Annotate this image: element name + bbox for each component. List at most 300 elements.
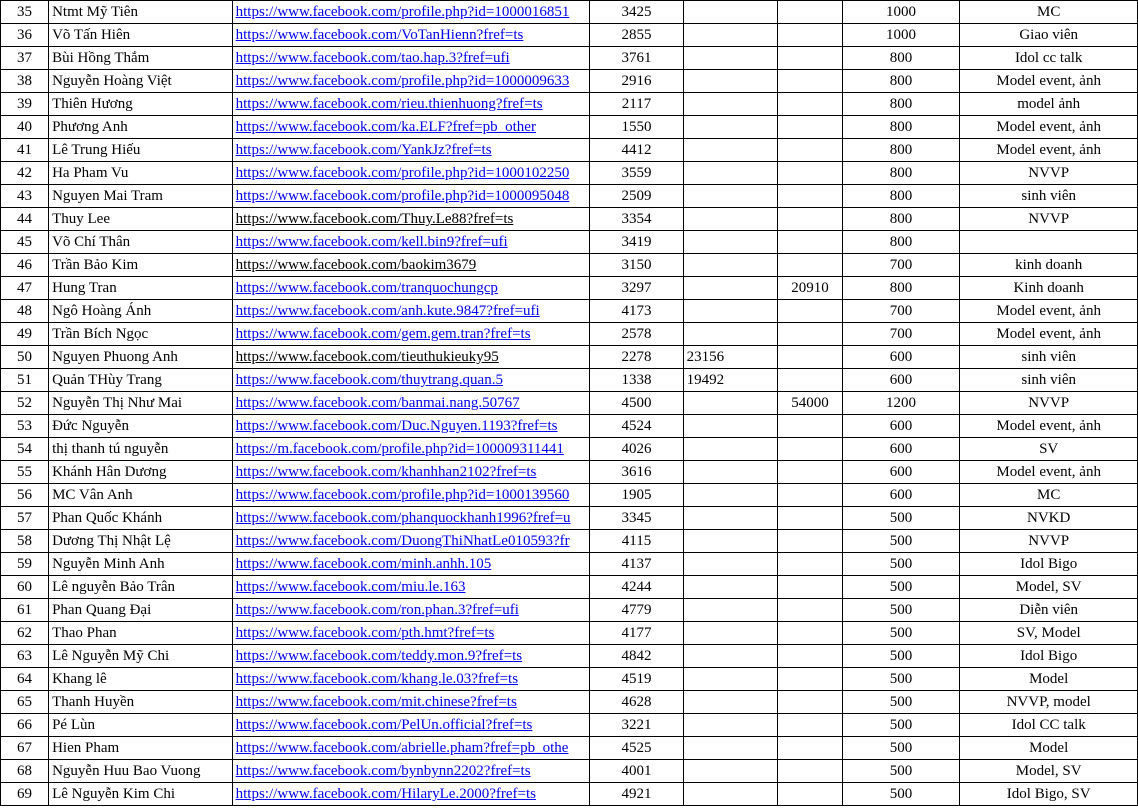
- value-cell-b[interactable]: [683, 1, 777, 24]
- value-cell-c[interactable]: [777, 714, 842, 737]
- name-cell[interactable]: Trần Bảo Kim: [49, 254, 233, 277]
- profile-url-cell[interactable]: [232, 530, 590, 553]
- value-cell-a[interactable]: 3297: [590, 277, 683, 300]
- value-cell-c[interactable]: 54000: [777, 392, 842, 415]
- value-cell-b[interactable]: [683, 484, 777, 507]
- profile-link[interactable]: https://www.facebook.com/profile.php?id=1000139560: [235, 487, 570, 503]
- profile-link[interactable]: https://www.facebook.com/teddy.mon.9?fref=ts: [235, 648, 523, 664]
- occupation-cell[interactable]: NVKD: [960, 507, 1138, 530]
- value-cell-d[interactable]: 800: [842, 162, 960, 185]
- profile-url-cell[interactable]: [232, 622, 590, 645]
- profile-url-cell[interactable]: [232, 392, 590, 415]
- profile-url-cell[interactable]: [232, 599, 590, 622]
- value-cell-d[interactable]: 500: [842, 714, 960, 737]
- value-cell-d[interactable]: 600: [842, 484, 960, 507]
- value-cell-a[interactable]: 3150: [590, 254, 683, 277]
- name-cell[interactable]: Trần Bích Ngọc: [49, 323, 233, 346]
- row-number-cell[interactable]: 44: [1, 208, 49, 231]
- profile-url-cell[interactable]: [232, 47, 590, 70]
- value-cell-c[interactable]: [777, 93, 842, 116]
- name-cell[interactable]: Nguyễn Huu Bao Vuong: [49, 760, 233, 783]
- value-cell-a[interactable]: 3345: [590, 507, 683, 530]
- value-cell-a[interactable]: 1905: [590, 484, 683, 507]
- name-cell[interactable]: Lê Nguyễn Kim Chi: [49, 783, 233, 806]
- value-cell-d[interactable]: 800: [842, 139, 960, 162]
- name-cell[interactable]: Lê nguyễn Bảo Trân: [49, 576, 233, 599]
- profile-link[interactable]: https://www.facebook.com/kell.bin9?fref=ufi: [235, 234, 508, 250]
- value-cell-a[interactable]: 4137: [590, 553, 683, 576]
- row-number-cell[interactable]: 37: [1, 47, 49, 70]
- value-cell-a[interactable]: 3761: [590, 47, 683, 70]
- value-cell-a[interactable]: 4628: [590, 691, 683, 714]
- profile-link[interactable]: https://www.facebook.com/rieu.thienhuong?fref=ts: [235, 96, 543, 112]
- value-cell-b[interactable]: [683, 576, 777, 599]
- profile-url-cell[interactable]: [232, 139, 590, 162]
- profile-link[interactable]: https://www.facebook.com/phanquockhanh1996?fref=u: [235, 510, 571, 526]
- occupation-cell[interactable]: model ảnh: [960, 93, 1138, 116]
- occupation-cell[interactable]: NVVP: [960, 162, 1138, 185]
- value-cell-d[interactable]: 500: [842, 530, 960, 553]
- name-cell[interactable]: Đức Nguyễn: [49, 415, 233, 438]
- value-cell-d[interactable]: 800: [842, 93, 960, 116]
- occupation-cell[interactable]: NVVP, model: [960, 691, 1138, 714]
- value-cell-d[interactable]: 700: [842, 323, 960, 346]
- occupation-cell[interactable]: Model, SV: [960, 760, 1138, 783]
- row-number-cell[interactable]: 64: [1, 668, 49, 691]
- profile-url-cell[interactable]: [232, 438, 590, 461]
- profile-url-cell[interactable]: [232, 645, 590, 668]
- name-cell[interactable]: MC Vân Anh: [49, 484, 233, 507]
- profile-url-cell[interactable]: [232, 323, 590, 346]
- value-cell-d[interactable]: 1000: [842, 24, 960, 47]
- value-cell-b[interactable]: [683, 70, 777, 93]
- value-cell-b[interactable]: [683, 24, 777, 47]
- value-cell-b[interactable]: [683, 783, 777, 806]
- value-cell-c[interactable]: [777, 760, 842, 783]
- value-cell-c[interactable]: [777, 231, 842, 254]
- value-cell-d[interactable]: 500: [842, 576, 960, 599]
- profile-url-cell[interactable]: [232, 93, 590, 116]
- value-cell-c[interactable]: [777, 139, 842, 162]
- profile-link[interactable]: https://www.facebook.com/ka.ELF?fref=pb_other: [235, 119, 536, 135]
- row-number-cell[interactable]: 68: [1, 760, 49, 783]
- value-cell-c[interactable]: [777, 737, 842, 760]
- value-cell-d[interactable]: 600: [842, 438, 960, 461]
- value-cell-b[interactable]: [683, 162, 777, 185]
- name-cell[interactable]: Lê Trung Hiếu: [49, 139, 233, 162]
- row-number-cell[interactable]: 49: [1, 323, 49, 346]
- row-number-cell[interactable]: 42: [1, 162, 49, 185]
- value-cell-b[interactable]: [683, 760, 777, 783]
- value-cell-a[interactable]: 3559: [590, 162, 683, 185]
- name-cell[interactable]: Hien Pham: [49, 737, 233, 760]
- profile-url-cell[interactable]: [232, 231, 590, 254]
- occupation-cell[interactable]: Model event, ảnh: [960, 300, 1138, 323]
- value-cell-c[interactable]: [777, 208, 842, 231]
- name-cell[interactable]: Dương Thị Nhật Lệ: [49, 530, 233, 553]
- occupation-cell[interactable]: Model event, ảnh: [960, 139, 1138, 162]
- occupation-cell[interactable]: Giao viên: [960, 24, 1138, 47]
- row-number-cell[interactable]: 67: [1, 737, 49, 760]
- value-cell-b[interactable]: [683, 277, 777, 300]
- value-cell-c[interactable]: [777, 323, 842, 346]
- value-cell-c[interactable]: [777, 645, 842, 668]
- name-cell[interactable]: Phương Anh: [49, 116, 233, 139]
- occupation-cell[interactable]: sinh viên: [960, 369, 1138, 392]
- profile-url-cell[interactable]: [232, 1, 590, 24]
- value-cell-d[interactable]: 500: [842, 783, 960, 806]
- profile-url-cell[interactable]: [232, 254, 590, 277]
- occupation-cell[interactable]: sinh viên: [960, 346, 1138, 369]
- value-cell-c[interactable]: [777, 553, 842, 576]
- profile-link[interactable]: https://www.facebook.com/tieuthukieuky95: [235, 349, 499, 365]
- occupation-cell[interactable]: NVVP: [960, 530, 1138, 553]
- row-number-cell[interactable]: 62: [1, 622, 49, 645]
- name-cell[interactable]: Hung Tran: [49, 277, 233, 300]
- value-cell-a[interactable]: 4524: [590, 415, 683, 438]
- value-cell-c[interactable]: [777, 185, 842, 208]
- profile-link[interactable]: https://www.facebook.com/gem.gem.tran?fref=ts: [235, 326, 531, 342]
- row-number-cell[interactable]: 43: [1, 185, 49, 208]
- value-cell-d[interactable]: 500: [842, 691, 960, 714]
- value-cell-c[interactable]: [777, 530, 842, 553]
- occupation-cell[interactable]: Model event, ảnh: [960, 70, 1138, 93]
- value-cell-a[interactable]: 4500: [590, 392, 683, 415]
- value-cell-a[interactable]: 2855: [590, 24, 683, 47]
- value-cell-d[interactable]: 1200: [842, 392, 960, 415]
- profile-url-cell[interactable]: [232, 24, 590, 47]
- row-number-cell[interactable]: 59: [1, 553, 49, 576]
- value-cell-c[interactable]: [777, 783, 842, 806]
- row-number-cell[interactable]: 55: [1, 461, 49, 484]
- value-cell-b[interactable]: [683, 553, 777, 576]
- occupation-cell[interactable]: NVVP: [960, 208, 1138, 231]
- occupation-cell[interactable]: [960, 231, 1138, 254]
- value-cell-a[interactable]: 4026: [590, 438, 683, 461]
- value-cell-d[interactable]: 800: [842, 70, 960, 93]
- value-cell-a[interactable]: 2916: [590, 70, 683, 93]
- row-number-cell[interactable]: 38: [1, 70, 49, 93]
- row-number-cell[interactable]: 61: [1, 599, 49, 622]
- value-cell-a[interactable]: 3354: [590, 208, 683, 231]
- occupation-cell[interactable]: SV: [960, 438, 1138, 461]
- name-cell[interactable]: Thuy Lee: [49, 208, 233, 231]
- occupation-cell[interactable]: Model event, ảnh: [960, 116, 1138, 139]
- value-cell-c[interactable]: [777, 70, 842, 93]
- name-cell[interactable]: Võ Chí Thân: [49, 231, 233, 254]
- name-cell[interactable]: Nguyễn Thị Như Mai: [49, 392, 233, 415]
- row-number-cell[interactable]: 46: [1, 254, 49, 277]
- value-cell-b[interactable]: [683, 208, 777, 231]
- value-cell-a[interactable]: 1338: [590, 369, 683, 392]
- row-number-cell[interactable]: 56: [1, 484, 49, 507]
- profile-link[interactable]: https://www.facebook.com/YankJz?fref=ts: [235, 142, 492, 158]
- value-cell-a[interactable]: 4173: [590, 300, 683, 323]
- value-cell-d[interactable]: 800: [842, 277, 960, 300]
- value-cell-d[interactable]: 500: [842, 622, 960, 645]
- name-cell[interactable]: thị thanh tú nguyễn: [49, 438, 233, 461]
- value-cell-d[interactable]: 500: [842, 507, 960, 530]
- name-cell[interactable]: Pé Lùn: [49, 714, 233, 737]
- value-cell-b[interactable]: [683, 323, 777, 346]
- profile-url-cell[interactable]: [232, 576, 590, 599]
- value-cell-a[interactable]: 4412: [590, 139, 683, 162]
- profile-link[interactable]: https://www.facebook.com/khanhhan2102?fref=ts: [235, 464, 537, 480]
- value-cell-b[interactable]: 23156: [683, 346, 777, 369]
- profile-link[interactable]: https://www.facebook.com/Thuy.Le88?fref=ts: [235, 211, 514, 227]
- value-cell-b[interactable]: [683, 530, 777, 553]
- value-cell-c[interactable]: [777, 162, 842, 185]
- value-cell-d[interactable]: 600: [842, 415, 960, 438]
- value-cell-b[interactable]: [683, 300, 777, 323]
- value-cell-d[interactable]: 500: [842, 760, 960, 783]
- row-number-cell[interactable]: 52: [1, 392, 49, 415]
- value-cell-d[interactable]: 700: [842, 254, 960, 277]
- value-cell-c[interactable]: [777, 369, 842, 392]
- value-cell-d[interactable]: 500: [842, 645, 960, 668]
- profile-url-cell[interactable]: [232, 208, 590, 231]
- value-cell-b[interactable]: [683, 645, 777, 668]
- occupation-cell[interactable]: Idol Bigo, SV: [960, 783, 1138, 806]
- value-cell-a[interactable]: 2117: [590, 93, 683, 116]
- profile-url-cell[interactable]: [232, 484, 590, 507]
- profile-url-cell[interactable]: [232, 300, 590, 323]
- value-cell-c[interactable]: [777, 507, 842, 530]
- profile-link[interactable]: https://www.facebook.com/Duc.Nguyen.1193?fref=ts: [235, 418, 558, 434]
- value-cell-c[interactable]: [777, 691, 842, 714]
- profile-link[interactable]: https://www.facebook.com/thuytrang.quan.5: [235, 372, 503, 388]
- row-number-cell[interactable]: 48: [1, 300, 49, 323]
- value-cell-b[interactable]: [683, 93, 777, 116]
- row-number-cell[interactable]: 53: [1, 415, 49, 438]
- occupation-cell[interactable]: Model: [960, 737, 1138, 760]
- row-number-cell[interactable]: 54: [1, 438, 49, 461]
- occupation-cell[interactable]: Idol cc talk: [960, 47, 1138, 70]
- name-cell[interactable]: Thiên Hương: [49, 93, 233, 116]
- profile-url-cell[interactable]: [232, 415, 590, 438]
- value-cell-c[interactable]: [777, 24, 842, 47]
- value-cell-b[interactable]: [683, 438, 777, 461]
- value-cell-c[interactable]: [777, 599, 842, 622]
- row-number-cell[interactable]: 35: [1, 1, 49, 24]
- value-cell-d[interactable]: 500: [842, 553, 960, 576]
- profile-url-cell[interactable]: [232, 783, 590, 806]
- name-cell[interactable]: Nguyễn Minh Anh: [49, 553, 233, 576]
- value-cell-a[interactable]: 4519: [590, 668, 683, 691]
- profile-link[interactable]: https://www.facebook.com/abrielle.pham?fref=pb_othe: [235, 740, 569, 756]
- name-cell[interactable]: Thanh Huyền: [49, 691, 233, 714]
- occupation-cell[interactable]: Idol Bigo: [960, 553, 1138, 576]
- profile-url-cell[interactable]: [232, 553, 590, 576]
- profile-url-cell[interactable]: [232, 277, 590, 300]
- value-cell-b[interactable]: [683, 185, 777, 208]
- profile-link[interactable]: https://www.facebook.com/DuongThiNhatLe010593?fr: [235, 533, 570, 549]
- value-cell-b[interactable]: [683, 139, 777, 162]
- value-cell-a[interactable]: 2509: [590, 185, 683, 208]
- value-cell-a[interactable]: 3616: [590, 461, 683, 484]
- value-cell-d[interactable]: 800: [842, 208, 960, 231]
- value-cell-c[interactable]: [777, 622, 842, 645]
- value-cell-d[interactable]: 800: [842, 231, 960, 254]
- row-number-cell[interactable]: 58: [1, 530, 49, 553]
- occupation-cell[interactable]: Model event, ảnh: [960, 415, 1138, 438]
- name-cell[interactable]: Phan Quang Đại: [49, 599, 233, 622]
- occupation-cell[interactable]: kinh doanh: [960, 254, 1138, 277]
- value-cell-b[interactable]: [683, 714, 777, 737]
- occupation-cell[interactable]: MC: [960, 484, 1138, 507]
- profile-link[interactable]: https://www.facebook.com/profile.php?id=1000095048: [235, 188, 570, 204]
- profile-link[interactable]: https://www.facebook.com/PelUn.official?fref=ts: [235, 717, 533, 733]
- profile-link[interactable]: https://www.facebook.com/pth.hmt?fref=ts: [235, 625, 495, 641]
- occupation-cell[interactable]: MC: [960, 1, 1138, 24]
- value-cell-b[interactable]: [683, 254, 777, 277]
- row-number-cell[interactable]: 45: [1, 231, 49, 254]
- value-cell-c[interactable]: [777, 254, 842, 277]
- profile-url-cell[interactable]: [232, 70, 590, 93]
- profile-link[interactable]: https://www.facebook.com/profile.php?id=1000016851: [235, 4, 570, 20]
- name-cell[interactable]: Phan Quốc Khánh: [49, 507, 233, 530]
- profile-link[interactable]: https://www.facebook.com/banmai.nang.50767: [235, 395, 520, 411]
- value-cell-b[interactable]: [683, 622, 777, 645]
- row-number-cell[interactable]: 47: [1, 277, 49, 300]
- profile-link[interactable]: https://www.facebook.com/VoTanHienn?fref=ts: [235, 27, 524, 43]
- value-cell-c[interactable]: [777, 668, 842, 691]
- row-number-cell[interactable]: 69: [1, 783, 49, 806]
- value-cell-b[interactable]: [683, 461, 777, 484]
- profile-link[interactable]: https://www.facebook.com/minh.anhh.105: [235, 556, 492, 572]
- value-cell-d[interactable]: 800: [842, 47, 960, 70]
- value-cell-c[interactable]: [777, 484, 842, 507]
- value-cell-d[interactable]: 600: [842, 346, 960, 369]
- profile-link[interactable]: https://www.facebook.com/anh.kute.9847?fref=ufi: [235, 303, 540, 319]
- profile-link[interactable]: https://www.facebook.com/bynbynn2202?fref=ts: [235, 763, 531, 779]
- value-cell-d[interactable]: 700: [842, 300, 960, 323]
- name-cell[interactable]: Ntmt Mỹ Tiên: [49, 1, 233, 24]
- value-cell-c[interactable]: 20910: [777, 277, 842, 300]
- value-cell-b[interactable]: [683, 116, 777, 139]
- value-cell-c[interactable]: [777, 415, 842, 438]
- occupation-cell[interactable]: Model, SV: [960, 576, 1138, 599]
- value-cell-d[interactable]: 800: [842, 116, 960, 139]
- row-number-cell[interactable]: 50: [1, 346, 49, 369]
- value-cell-c[interactable]: [777, 116, 842, 139]
- value-cell-a[interactable]: 4177: [590, 622, 683, 645]
- name-cell[interactable]: Quản THùy Trang: [49, 369, 233, 392]
- name-cell[interactable]: Khánh Hân Dương: [49, 461, 233, 484]
- value-cell-a[interactable]: 4115: [590, 530, 683, 553]
- value-cell-a[interactable]: 4921: [590, 783, 683, 806]
- value-cell-a[interactable]: 2278: [590, 346, 683, 369]
- name-cell[interactable]: Nguyen Mai Tram: [49, 185, 233, 208]
- value-cell-c[interactable]: [777, 300, 842, 323]
- profile-link[interactable]: https://www.facebook.com/profile.php?id=1000102250: [235, 165, 570, 181]
- value-cell-d[interactable]: 500: [842, 737, 960, 760]
- value-cell-c[interactable]: [777, 438, 842, 461]
- profile-url-cell[interactable]: [232, 507, 590, 530]
- occupation-cell[interactable]: Idol CC talk: [960, 714, 1138, 737]
- profile-url-cell[interactable]: [232, 162, 590, 185]
- value-cell-b[interactable]: [683, 691, 777, 714]
- value-cell-a[interactable]: 4525: [590, 737, 683, 760]
- value-cell-a[interactable]: 4001: [590, 760, 683, 783]
- value-cell-c[interactable]: [777, 461, 842, 484]
- profile-url-cell[interactable]: [232, 346, 590, 369]
- name-cell[interactable]: Ha Pham Vu: [49, 162, 233, 185]
- profile-link[interactable]: https://www.facebook.com/baokim3679: [235, 257, 477, 273]
- value-cell-a[interactable]: 3425: [590, 1, 683, 24]
- value-cell-b[interactable]: [683, 392, 777, 415]
- value-cell-a[interactable]: 2578: [590, 323, 683, 346]
- profile-url-cell[interactable]: [232, 185, 590, 208]
- profile-link[interactable]: https://www.facebook.com/tranquochungcp: [235, 280, 498, 296]
- name-cell[interactable]: Bùi Hồng Thắm: [49, 47, 233, 70]
- profile-link[interactable]: https://www.facebook.com/miu.le.163: [235, 579, 466, 595]
- value-cell-d[interactable]: 600: [842, 461, 960, 484]
- name-cell[interactable]: Lê Nguyễn Mỹ Chi: [49, 645, 233, 668]
- profile-link[interactable]: https://www.facebook.com/khang.le.03?fref=ts: [235, 671, 519, 687]
- row-number-cell[interactable]: 57: [1, 507, 49, 530]
- name-cell[interactable]: Nguyễn Hoàng Việt: [49, 70, 233, 93]
- profile-link[interactable]: https://www.facebook.com/tao.hap.3?fref=ufi: [235, 50, 510, 66]
- value-cell-a[interactable]: 3221: [590, 714, 683, 737]
- value-cell-c[interactable]: [777, 346, 842, 369]
- value-cell-d[interactable]: 500: [842, 599, 960, 622]
- value-cell-d[interactable]: 800: [842, 185, 960, 208]
- name-cell[interactable]: Nguyen Phuong Anh: [49, 346, 233, 369]
- occupation-cell[interactable]: Idol Bigo: [960, 645, 1138, 668]
- value-cell-a[interactable]: 1550: [590, 116, 683, 139]
- name-cell[interactable]: Khang lê: [49, 668, 233, 691]
- occupation-cell[interactable]: SV, Model: [960, 622, 1138, 645]
- value-cell-b[interactable]: 19492: [683, 369, 777, 392]
- name-cell[interactable]: Ngô Hoàng Ánh: [49, 300, 233, 323]
- value-cell-c[interactable]: [777, 47, 842, 70]
- profile-url-cell[interactable]: [232, 737, 590, 760]
- row-number-cell[interactable]: 39: [1, 93, 49, 116]
- profile-url-cell[interactable]: [232, 369, 590, 392]
- profile-url-cell[interactable]: [232, 691, 590, 714]
- profile-url-cell[interactable]: [232, 461, 590, 484]
- value-cell-b[interactable]: [683, 737, 777, 760]
- value-cell-b[interactable]: [683, 507, 777, 530]
- value-cell-c[interactable]: [777, 1, 842, 24]
- row-number-cell[interactable]: 66: [1, 714, 49, 737]
- profile-link[interactable]: https://m.facebook.com/profile.php?id=100009311441: [235, 441, 564, 457]
- value-cell-b[interactable]: [683, 415, 777, 438]
- profile-url-cell[interactable]: [232, 714, 590, 737]
- profile-url-cell[interactable]: [232, 760, 590, 783]
- profile-link[interactable]: https://www.facebook.com/ron.phan.3?fref=ufi: [235, 602, 519, 618]
- profile-link[interactable]: https://www.facebook.com/profile.php?id=1000009633: [235, 73, 570, 89]
- row-number-cell[interactable]: 65: [1, 691, 49, 714]
- occupation-cell[interactable]: sinh viên: [960, 185, 1138, 208]
- value-cell-d[interactable]: 600: [842, 369, 960, 392]
- value-cell-a[interactable]: 4779: [590, 599, 683, 622]
- value-cell-b[interactable]: [683, 47, 777, 70]
- profile-url-cell[interactable]: [232, 668, 590, 691]
- profile-link[interactable]: https://www.facebook.com/HilaryLe.2000?fref=ts: [235, 786, 536, 802]
- row-number-cell[interactable]: 41: [1, 139, 49, 162]
- value-cell-d[interactable]: 500: [842, 668, 960, 691]
- occupation-cell[interactable]: Diễn viên: [960, 599, 1138, 622]
- name-cell[interactable]: Thao Phan: [49, 622, 233, 645]
- value-cell-b[interactable]: [683, 599, 777, 622]
- occupation-cell[interactable]: Kinh doanh: [960, 277, 1138, 300]
- row-number-cell[interactable]: 40: [1, 116, 49, 139]
- row-number-cell[interactable]: 36: [1, 24, 49, 47]
- occupation-cell[interactable]: Model: [960, 668, 1138, 691]
- profile-url-cell[interactable]: [232, 116, 590, 139]
